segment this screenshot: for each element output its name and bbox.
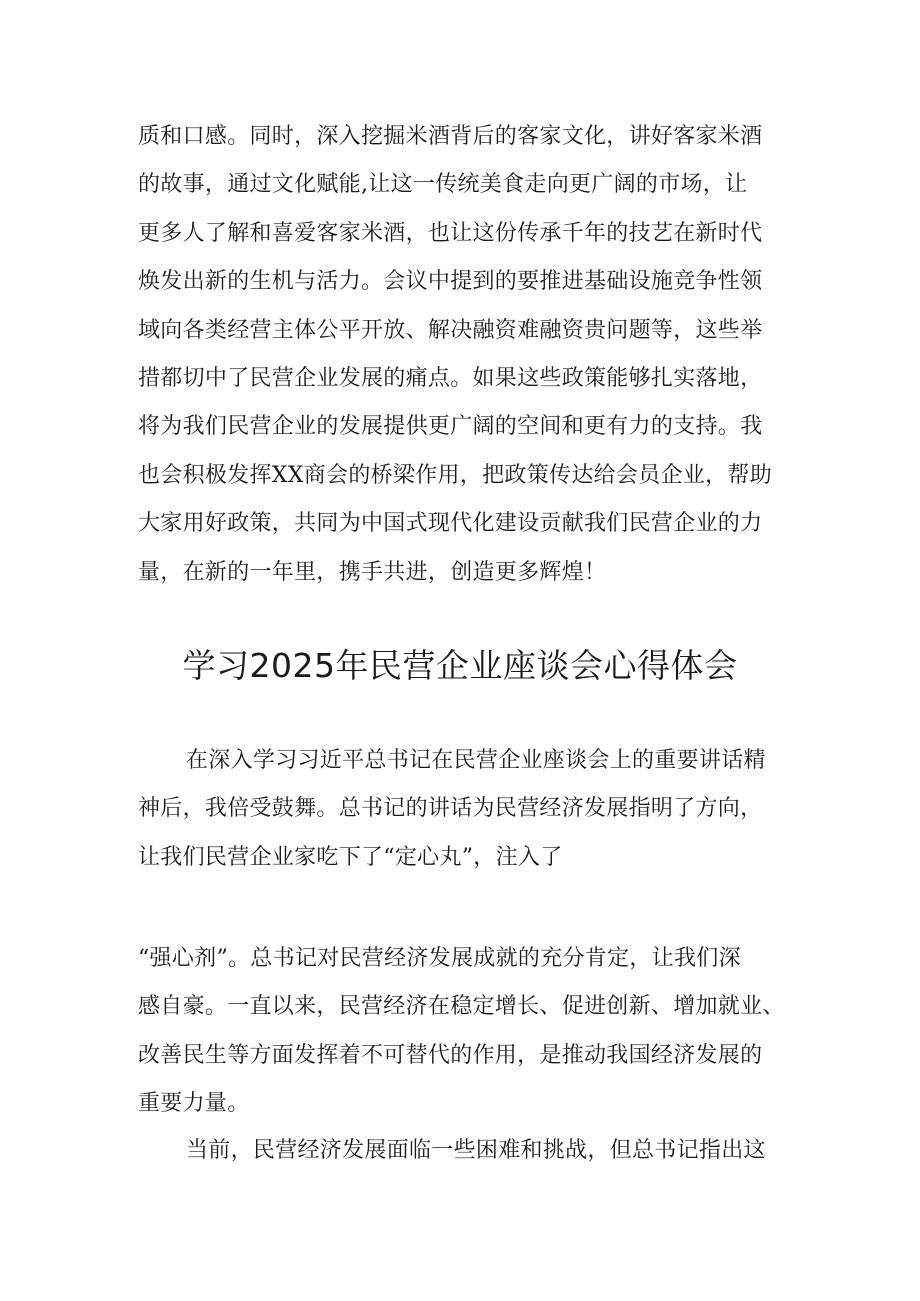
text-line: 更多人了解和喜爱客家米酒，也让这份传承千年的技艺在新时代 (138, 220, 763, 246)
text-line: 量，在新的一年里，携手共进，创造更多辉煌！ (138, 559, 607, 585)
text-line: 当前，民营经济发展面临一些困难和挑战，但总书记指出这 (186, 1138, 766, 1163)
text-line: 感自豪。一直以来，民营经济在稳定增长、促进创新、增加就业、 (138, 994, 785, 1020)
paragraph-2 (138, 1127, 798, 1175)
text-line: “强心剂”。总书记对民营经济发展成就的充分肯定，让我们深 (138, 946, 741, 971)
text-line: 焕发出新的生机与活力。会议中提到的要推进基础设施竞争性领 (138, 269, 763, 295)
text-line: 让我们民营企业家吃下了“定心丸”，注入了 (138, 844, 563, 870)
text-line: 改善民生等方面发挥着不可替代的作用，是推动我国经济发展的 (138, 1042, 763, 1068)
paragraph-1 (138, 737, 798, 882)
text-line: 的故事，通过文化赋能,让这一传统美食走向更广阔的市场，让 (138, 172, 748, 198)
text-line: 将为我们民营企业的发展提供更广阔的空间和更有力的支持。我 (138, 414, 763, 440)
text-line: 也会积极发挥XX商会的桥梁作用，把政策传达给会员企业，帮助 (138, 462, 773, 488)
continued-paragraph (138, 113, 798, 597)
text-line: 大家用好政策，共同为中国式现代化建设贡献我们民营企业的力 (138, 511, 763, 537)
paragraph-1-continued (138, 935, 798, 1129)
article-title: 学习2025年民营企业座谈会心得体会 (182, 646, 738, 685)
text-line: 域向各类经营主体公平开放、解决融资难融资贵问题等，这些举 (138, 317, 763, 343)
text-line: 措都切中了民营企业发展的痛点。如果这些政策能够扎实落地， (138, 365, 763, 391)
text-line: 质和口感。同时，深入挖掘米酒背后的客家文化，讲好客家米酒 (138, 124, 763, 149)
text-line: 在深入学习习近平总书记在民营企业座谈会上的重要讲话精 (186, 748, 766, 773)
text-line: 重要力量。 (138, 1091, 250, 1117)
text-line: 神后，我倍受鼓舞。总书记的讲话为民营经济发展指明了方向， (138, 796, 763, 822)
